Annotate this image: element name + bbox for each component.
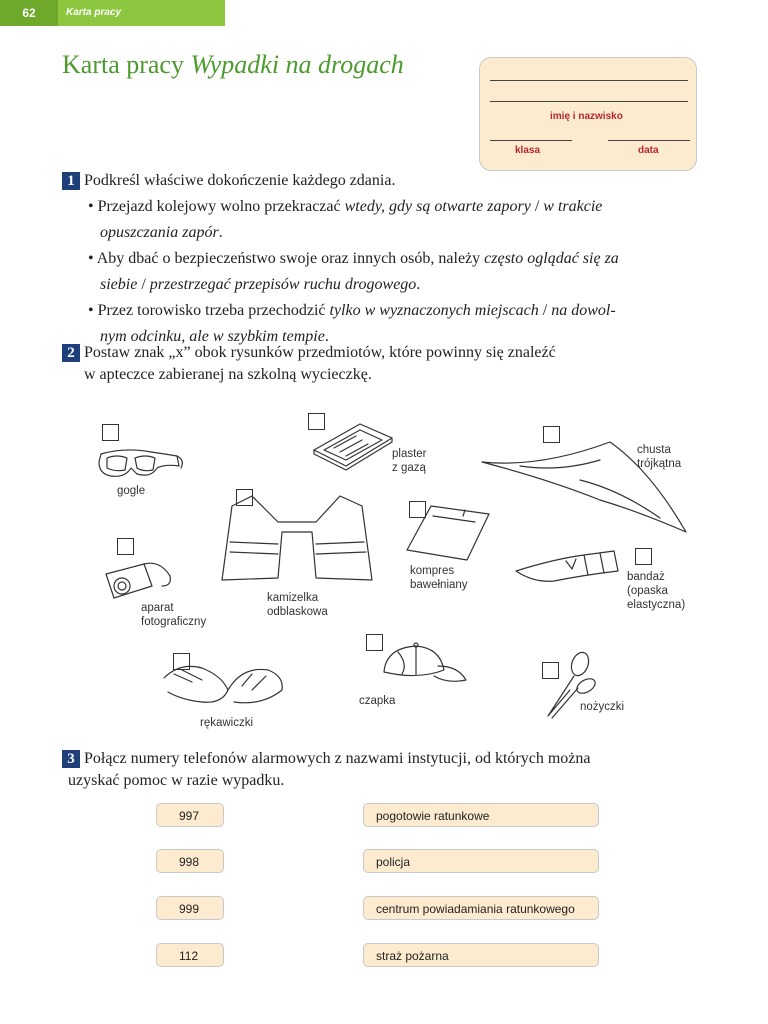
sentence-text: .: [324, 328, 329, 345]
emergency-number-112[interactable]: 112: [156, 943, 224, 967]
sentence-line: [88, 246, 619, 272]
exercise-1-sentence: [88, 194, 619, 246]
sentence-text: /: [137, 276, 150, 293]
sentence-text: • Aby dbać o bezpieczeństwo swoje oraz innych osób, należy: [88, 250, 485, 267]
label-vest: kamizelka odblaskowa: [267, 592, 328, 618]
emergency-number-999[interactable]: 999: [156, 896, 224, 920]
sentence-line: [88, 220, 619, 246]
label-camera: aparat fotograficzny: [141, 602, 207, 628]
title-topic: Wypadki na drogach: [190, 50, 404, 79]
sentence-line: [88, 298, 619, 324]
sentence-line: [88, 194, 619, 220]
label-goggles: gogle: [117, 485, 146, 497]
label-triangle-bandage: chusta trójkątna: [637, 444, 682, 470]
section-label: Karta pracy: [66, 7, 122, 18]
sentence-text: /: [530, 198, 544, 215]
date-label: data: [638, 145, 659, 156]
answer-option[interactable]: w trakcie: [543, 198, 603, 215]
date-line[interactable]: [608, 140, 690, 141]
goggles-icon: [95, 444, 185, 484]
institution-ambulance[interactable]: pogotowie ratunkowe: [363, 803, 599, 827]
page-title: [62, 50, 404, 80]
exercise-2-instruction-line-1: Postaw znak „x” obok rysunków przedmiotów, które powinny się znaleźć: [84, 344, 556, 361]
cotton-compress-icon: [405, 502, 493, 562]
label-scissors: nożyczki: [580, 701, 625, 713]
exercise-2-instruction-line-2: w apteczce zabieranej na szkolną wycieczkę.: [84, 366, 372, 383]
institution-police[interactable]: policja: [363, 849, 599, 873]
camera-icon: [100, 556, 175, 604]
exercise-1-sentence: [88, 246, 619, 298]
reflective-vest-icon: [212, 492, 382, 587]
exercise-1-number: 1: [62, 172, 80, 190]
sentence-text: • Przejazd kolejowy wolno przekraczać: [88, 198, 345, 215]
label-plaster: plaster z gazą: [392, 448, 427, 474]
label-cap: czapka: [359, 695, 396, 707]
emergency-number-998[interactable]: 998: [156, 849, 224, 873]
exercise-1-list: [88, 194, 619, 350]
class-label: klasa: [515, 145, 541, 156]
answer-option[interactable]: przestrzegać przepisów ruchu drogowego: [149, 276, 417, 293]
answer-option[interactable]: na dowol-: [551, 302, 616, 319]
checkbox-bandage[interactable]: [635, 548, 652, 565]
checkbox-goggles[interactable]: [102, 424, 119, 441]
institution-emergency-center[interactable]: centrum powiadamiania ratunkowego: [363, 896, 599, 920]
plaster-icon: [310, 420, 395, 470]
name-box: [479, 57, 697, 171]
exercise-1-instruction: Podkreśl właściwe dokończenie każdego zdania.: [84, 172, 396, 189]
checkbox-camera[interactable]: [117, 538, 134, 555]
class-line[interactable]: [490, 140, 572, 141]
answer-option[interactable]: tylko w wyznaczonych miejscach: [329, 302, 539, 319]
institution-fire-brigade[interactable]: straż pożarna: [363, 943, 599, 967]
elastic-bandage-icon: [514, 545, 624, 585]
title-prefix: Karta pracy: [62, 50, 184, 79]
label-bandage: bandaż (opaska elastyczna): [627, 571, 686, 611]
exercise-3-instruction-line-1: Połącz numery telefonów alarmowych z nazwami instytucji, od których można: [84, 750, 591, 767]
answer-option[interactable]: siebie: [100, 276, 138, 293]
exercise-3-instruction-line-2: uzyskać pomoc w razie wypadku.: [68, 772, 285, 789]
label-compress: kompres bawełniany: [410, 565, 468, 591]
cap-icon: [378, 640, 468, 686]
page-number: 62: [0, 0, 58, 26]
name-label: imię i nazwisko: [550, 111, 623, 122]
gloves-icon: [162, 656, 287, 711]
answer-option[interactable]: często oglądać się za: [484, 250, 619, 267]
exercise-3-number: 3: [62, 750, 80, 768]
label-gloves: rękawiczki: [200, 717, 254, 729]
name-line-2[interactable]: [490, 101, 688, 102]
sentence-text: • Przez torowisko trzeba przechodzić: [88, 302, 330, 319]
answer-option[interactable]: wtedy, gdy są otwarte zapory: [344, 198, 531, 215]
exercise-2-number: 2: [62, 344, 80, 362]
answer-option[interactable]: opuszczania zapór: [100, 224, 219, 241]
sentence-text: /: [538, 302, 552, 319]
emergency-number-997[interactable]: 997: [156, 803, 224, 827]
answer-option[interactable]: nym odcinku, ale w szybkim tempie: [100, 328, 325, 345]
sentence-text: .: [218, 224, 223, 241]
sentence-line: [88, 272, 619, 298]
name-line-1[interactable]: [490, 80, 688, 81]
sentence-text: .: [416, 276, 421, 293]
